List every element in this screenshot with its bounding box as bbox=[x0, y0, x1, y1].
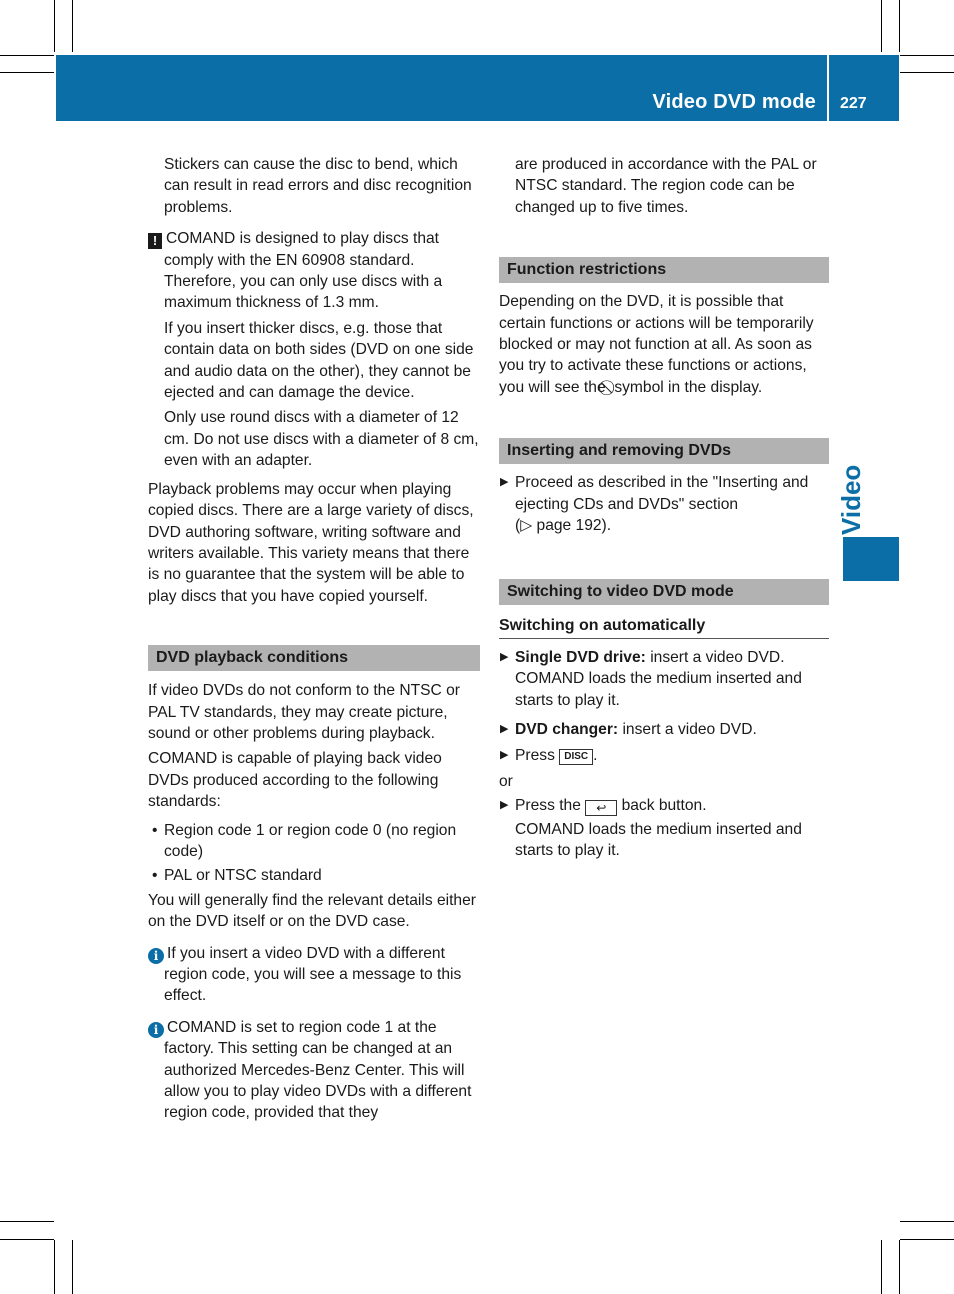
step-text-end: back button. bbox=[621, 797, 707, 815]
crop-mark bbox=[900, 1221, 954, 1222]
paragraph-playback: Playback problems may occur when playing copied discs. There are a large variety of discs, DVD authoring software, writing software and writers available. This variety means that there is no guarantee that the system will be able to play discs that you have copied yourself. bbox=[148, 480, 474, 605]
info-note bbox=[148, 943, 480, 1007]
subheading-auto: Switching on automatically bbox=[499, 615, 829, 638]
list-item bbox=[148, 865, 480, 886]
crop-mark bbox=[900, 55, 954, 56]
page-header bbox=[56, 55, 899, 121]
section-heading-dvd-playback: DVD playback conditions bbox=[148, 645, 480, 671]
warning-text: COMAND is designed to play discs that comply with the EN 60908 standard. Therefore, you can only use discs with a maximum thickness of 1.3 mm. bbox=[164, 230, 443, 312]
step-arrow-icon: ▶ bbox=[500, 799, 509, 812]
crop-mark bbox=[900, 1239, 954, 1240]
crop-mark bbox=[54, 0, 55, 52]
step-result: COMAND loads the medium inserted and starts to play it. bbox=[515, 670, 802, 709]
paragraph-continued: are produced in accordance with the PAL or NTSC standard. The region code can be changed up to five times. bbox=[515, 156, 817, 216]
crop-mark bbox=[0, 1239, 54, 1240]
crop-mark bbox=[54, 1240, 55, 1294]
step-label: DVD changer: bbox=[515, 721, 619, 739]
crop-mark bbox=[0, 72, 54, 73]
bullet-icon: • bbox=[152, 867, 158, 885]
step-text-end: . bbox=[593, 746, 598, 764]
section-heading-switching: Switching to video DVD mode bbox=[499, 579, 829, 605]
disc-button-icon: DISC bbox=[559, 749, 593, 765]
warning-text-2: If you insert thicker discs, e.g. those that contain data on both sides (DVD on one side and audio data on the other), they cannot be ejected and can damage the device. bbox=[164, 319, 474, 402]
page-number: 227 bbox=[840, 95, 867, 112]
list-item-text: Region code 1 or region code 0 (no region code) bbox=[164, 821, 457, 860]
page-title: Video DVD mode bbox=[652, 91, 816, 113]
paragraph-ntsc: If video DVDs do not conform to the NTSC or PAL TV standards, they may create picture, sound or other problems during playback. bbox=[148, 682, 461, 742]
step-text: Proceed as described in the "Inserting and ejecting CDs and DVDs" section bbox=[515, 474, 809, 513]
crop-mark bbox=[72, 1240, 73, 1294]
warning-icon: ! bbox=[148, 233, 162, 249]
left-column bbox=[148, 154, 480, 1124]
crop-mark bbox=[881, 1240, 882, 1294]
paragraph-capable: COMAND is capable of playing back video DVDs produced according to the following standards: bbox=[148, 750, 442, 811]
paragraph-stickers: Stickers can cause the disc to bend, which can result in read errors and disc recognition problems. bbox=[164, 156, 472, 216]
step-item bbox=[499, 647, 829, 668]
crop-mark bbox=[72, 0, 73, 52]
step-text: insert a video DVD. bbox=[622, 721, 757, 739]
step-item bbox=[499, 719, 829, 740]
step-arrow-icon: ▶ bbox=[500, 723, 509, 736]
function-text-end: symbol in the display. bbox=[614, 378, 763, 396]
step-text: insert a video DVD. bbox=[650, 648, 785, 666]
page-reference-link[interactable]: (▷ page 192). bbox=[515, 517, 612, 535]
step-item bbox=[499, 472, 829, 536]
header-divider bbox=[827, 55, 829, 121]
info-note bbox=[148, 1017, 480, 1124]
info-text: If you insert a video DVD with a different region code, you will see a message to this effect. bbox=[164, 944, 462, 1005]
bullet-icon: • bbox=[152, 821, 158, 839]
chapter-tab-label: Video bbox=[836, 464, 866, 535]
section-heading-function-restrictions: Function restrictions bbox=[499, 257, 829, 283]
step-arrow-icon: ▶ bbox=[500, 748, 509, 761]
step-text: Press the bbox=[515, 797, 581, 815]
crop-mark bbox=[899, 1240, 900, 1294]
step-label: Single DVD drive: bbox=[515, 648, 646, 666]
crop-mark bbox=[0, 55, 54, 56]
paragraph-details: You will generally find the relevant details either on the DVD itself or on the DVD case. bbox=[148, 891, 476, 931]
crop-mark bbox=[899, 0, 900, 52]
info-text: COMAND is set to region code 1 at the factory. This setting can be changed at an authorized Mercedes-Benz Center. This will allow you to play video DVDs with a different region code, provided that they bbox=[164, 1018, 472, 1122]
back-button-icon: ↩ bbox=[585, 800, 617, 816]
function-text: Depending on the DVD, it is possible that certain functions or actions will be temporarily blocked or may not function at all. As soon as you try to activate these functions or actions, you will see the bbox=[499, 293, 814, 396]
info-icon: i bbox=[148, 948, 164, 964]
step-item bbox=[499, 745, 829, 766]
crop-mark bbox=[0, 1221, 54, 1222]
chapter-tab bbox=[843, 537, 899, 581]
paragraph-function bbox=[499, 291, 829, 398]
warning-note bbox=[148, 228, 480, 314]
or-text: or bbox=[499, 772, 513, 790]
warning-text-3: Only use round discs with a diameter of 12 cm. Do not use discs with a diameter of 8 cm, even with an adapter. bbox=[164, 409, 479, 470]
list-item-text: PAL or NTSC standard bbox=[164, 867, 322, 885]
crop-mark bbox=[881, 0, 882, 52]
list-item bbox=[148, 820, 480, 863]
step-result: COMAND loads the medium inserted and starts to play it. bbox=[515, 820, 802, 860]
section-heading-inserting: Inserting and removing DVDs bbox=[499, 438, 829, 464]
info-icon: i bbox=[148, 1022, 164, 1038]
step-arrow-icon: ▶ bbox=[500, 476, 509, 489]
step-arrow-icon: ▶ bbox=[500, 650, 509, 663]
step-text: Press bbox=[515, 746, 555, 764]
right-column bbox=[499, 154, 829, 862]
crop-mark bbox=[900, 72, 954, 73]
step-item bbox=[499, 795, 829, 816]
